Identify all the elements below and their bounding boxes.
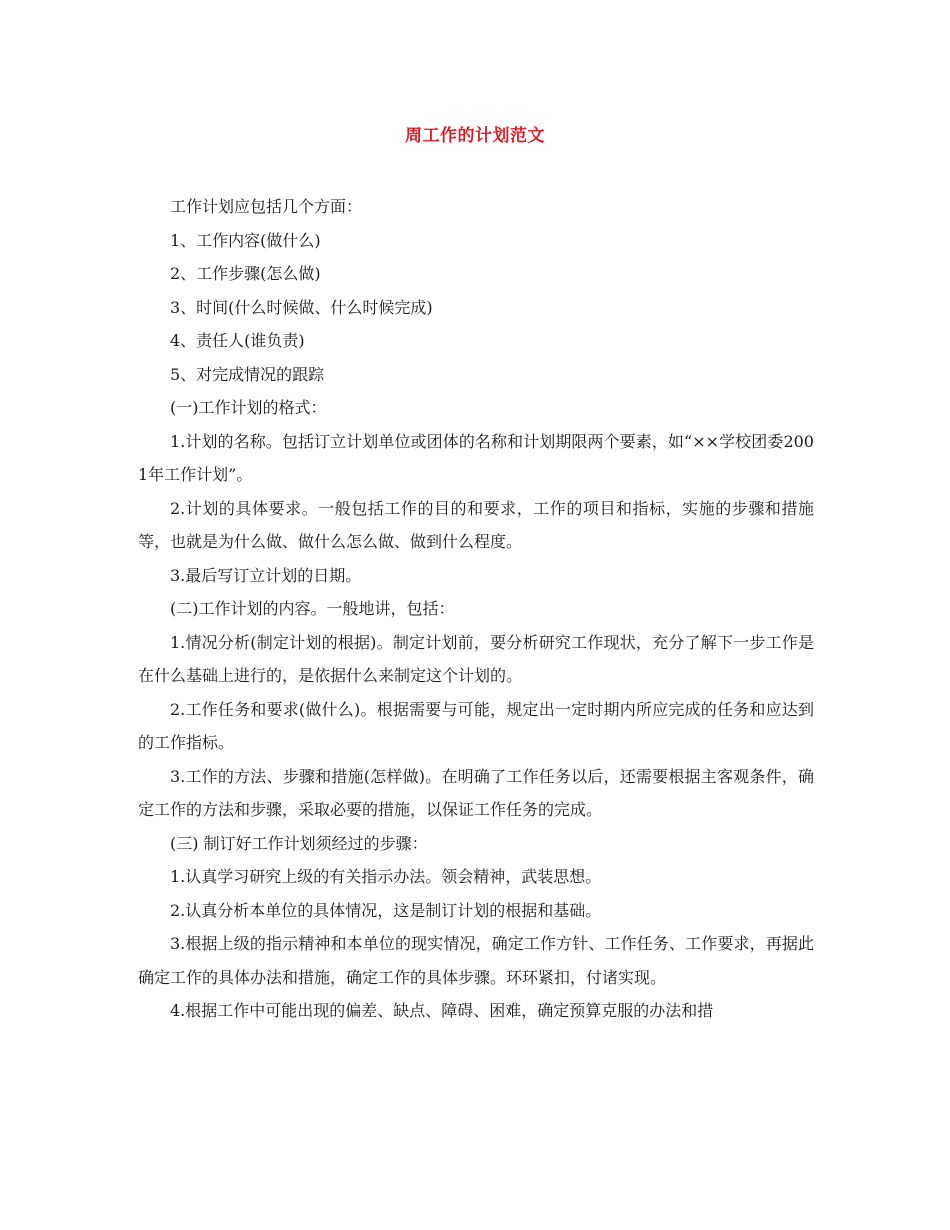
document-body: [138, 190, 814, 1028]
paragraph: (三) 制订好工作计划须经过的步骤：: [170, 833, 428, 853]
paragraph: 2.计划的具体要求。一般包括工作的目的和要求，工作的项目和指标，实施的步骤和措施等，也就是为什么做、做什么怎么做、做到什么程度。: [138, 498, 814, 551]
document-title: 周工作的计划范文: [405, 126, 545, 146]
paragraph: 1.计划的名称。包括订立计划单位或团体的名称和计划期限两个要素，如“××学校团委2001年工作计划”。: [138, 431, 814, 484]
paragraph: 工作计划应包括几个方面：: [170, 197, 363, 216]
paragraph: 1、工作内容(做什么): [170, 230, 321, 250]
paragraph: 2、工作步骤(怎么做): [170, 264, 321, 283]
paragraph: 3、时间(什么时候做、什么时候完成): [170, 297, 433, 317]
paragraph: 3.根据上级的指示精神和本单位的现实情况，确定工作方针、工作任务、工作要求，再据此确定工作的具体办法和措施，确定工作的具体步骤。环环紧扣，付诸实现。: [138, 934, 814, 987]
paragraph: 1.认真学习研究上级的有关指示办法。领会精神，武装思想。: [170, 867, 602, 886]
paragraph: 3.工作的方法、步骤和措施(怎样做)。在明确了工作任务以后，还需要根据主客观条件，确定工作的方法和步骤，采取必要的措施，以保证工作任务的完成。: [138, 766, 814, 819]
paragraph: 4.根据工作中可能出现的偏差、缺点、障碍、困难，确定预算克服的办法和措: [170, 1001, 714, 1020]
paragraph: 4、责任人(谁负责): [170, 331, 305, 350]
paragraph: 2.认真分析本单位的具体情况，这是制订计划的根据和基础。: [170, 900, 602, 920]
paragraph: 2.工作任务和要求(做什么)。根据需要与可能，规定出一定时期内所应完成的任务和应达到的工作指标。: [138, 699, 814, 752]
paragraph: 5、对完成情况的跟踪: [170, 364, 325, 384]
paragraph: 3.最后写订立计划的日期。: [170, 565, 362, 585]
paragraph: (二)工作计划的内容。一般地讲，包括：: [170, 599, 455, 618]
paragraph: 1.情况分析(制定计划的根据)。制定计划前，要分析研究工作现状，充分了解下一步工作是在什么基础上进行的，是依据什么来制定这个计划的。: [138, 632, 814, 685]
paragraph: (一)工作计划的格式：: [170, 398, 327, 417]
